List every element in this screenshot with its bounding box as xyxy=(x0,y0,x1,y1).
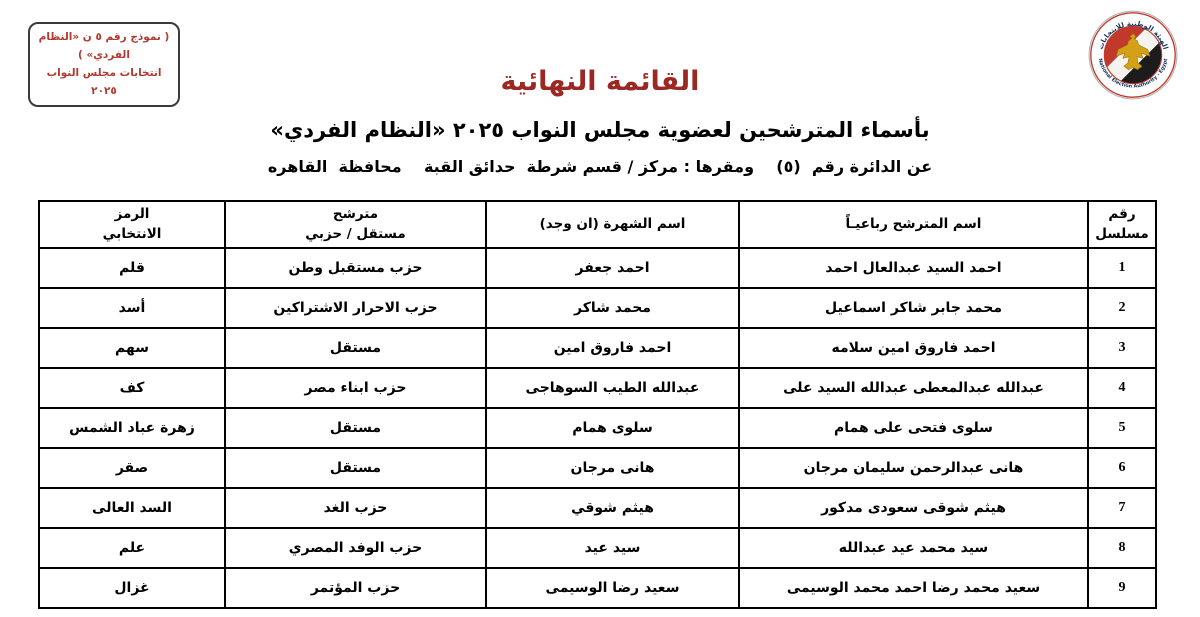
col-header-party xyxy=(225,201,486,248)
cell-candidate-name: هانى عبدالرحمن سليمان مرجان xyxy=(739,448,1088,488)
logo-english-ring-text: National Election Authority - Egypt xyxy=(1096,57,1170,90)
cell-symbol: زهرة عباد الشمس xyxy=(39,408,225,448)
cell-serial: 1 xyxy=(1088,248,1156,288)
form-reference-line2: انتخابات مجلس النواب ٢٠٢٥ xyxy=(46,66,162,97)
cell-serial: 6 xyxy=(1088,448,1156,488)
col-header-serial xyxy=(1088,201,1156,248)
cell-candidate-name: هيثم شوقى سعودى مدكور xyxy=(739,488,1088,528)
cell-party: مستقل xyxy=(225,328,486,368)
table-row xyxy=(39,328,1156,368)
col-header-symbol-line1: الرمز xyxy=(114,206,150,222)
cell-candidate-name: محمد جابر شاكر اسماعيل xyxy=(739,288,1088,328)
table-row xyxy=(39,288,1156,328)
cell-serial: 2 xyxy=(1088,288,1156,328)
cell-candidate-name: سلوى فتحى على همام xyxy=(739,408,1088,448)
cell-symbol: السد العالى xyxy=(39,488,225,528)
table-row xyxy=(39,568,1156,608)
district-line: عن الدائرة رقم (٥) ومقرها : مركز / قسم شرطة حدائق القبة محافظة القاهره xyxy=(267,157,933,176)
cell-serial: 7 xyxy=(1088,488,1156,528)
cell-party: حزب ابناء مصر xyxy=(225,368,486,408)
cell-party: مستقل xyxy=(225,408,486,448)
cell-alias: محمد شاكر xyxy=(486,288,739,328)
cell-symbol: سهم xyxy=(39,328,225,368)
cell-serial: 5 xyxy=(1088,408,1156,448)
cell-party: حزب المؤتمر xyxy=(225,568,486,608)
cell-party: مستقل xyxy=(225,448,486,488)
table-header-row xyxy=(39,201,1156,248)
cell-alias: احمد جعفر xyxy=(486,248,739,288)
table-row xyxy=(39,368,1156,408)
cell-symbol: علم xyxy=(39,528,225,568)
cell-symbol: قلم xyxy=(39,248,225,288)
col-header-party-line1: مترشح xyxy=(332,206,379,222)
cell-serial: 8 xyxy=(1088,528,1156,568)
cell-serial: 9 xyxy=(1088,568,1156,608)
cell-alias: سلوى همام xyxy=(486,408,739,448)
col-header-serial-line1: رقم xyxy=(1108,206,1136,222)
logo-arabic-ring-text: الهيئة الوطنية للانتخابات xyxy=(1096,19,1170,51)
cell-alias: سيد عيد xyxy=(486,528,739,568)
cell-candidate-name: سيد محمد عيد عبدالله xyxy=(739,528,1088,568)
cell-symbol: غزال xyxy=(39,568,225,608)
cell-alias: هيثم شوقي xyxy=(486,488,739,528)
col-header-party-line2: مستقل / حزبي xyxy=(305,226,406,243)
cell-candidate-name: احمد السيد عبدالعال احمد xyxy=(739,248,1088,288)
cell-candidate-name: احمد فاروق امين سلامه xyxy=(739,328,1088,368)
cell-alias: احمد فاروق امين xyxy=(486,328,739,368)
table-row xyxy=(39,248,1156,288)
cell-alias: هانى مرجان xyxy=(486,448,739,488)
cell-alias: عبدالله الطيب السوهاجى xyxy=(486,368,739,408)
table-row xyxy=(39,488,1156,528)
col-header-symbol xyxy=(39,201,225,248)
table-row xyxy=(39,528,1156,568)
cell-candidate-name: عبدالله عبدالمعطى عبدالله السيد على xyxy=(739,368,1088,408)
col-header-serial-line2: مسلسل xyxy=(1095,226,1149,243)
cell-serial: 4 xyxy=(1088,368,1156,408)
cell-party: حزب الاحرار الاشتراكين xyxy=(225,288,486,328)
col-header-alias: اسم الشهرة (ان وجد) xyxy=(486,201,739,248)
cell-party: حزب الوفد المصري xyxy=(225,528,486,568)
cell-symbol: صقر xyxy=(39,448,225,488)
cell-candidate-name: سعيد محمد رضا احمد محمد الوسيمى xyxy=(739,568,1088,608)
page-title: القائمة النهائية xyxy=(500,66,700,97)
cell-party: حزب مستقبل وطن xyxy=(225,248,486,288)
col-header-candidate-name: اسم المترشح رباعيـاً xyxy=(739,201,1088,248)
cell-symbol: أسد xyxy=(39,288,225,328)
table-row xyxy=(39,448,1156,488)
cell-alias: سعيد رضا الوسيمى xyxy=(486,568,739,608)
form-reference-line1: ( نموذج رقم ٥ ن «النظام الفردي» ) xyxy=(38,31,170,61)
cell-symbol: كف xyxy=(39,368,225,408)
cell-serial: 3 xyxy=(1088,328,1156,368)
page-subtitle: بأسماء المترشحين لعضوية مجلس النواب ٢٠٢٥ «النظام الفردي» xyxy=(270,118,930,142)
candidates-table xyxy=(38,200,1157,609)
cell-party: حزب الغد xyxy=(225,488,486,528)
table-row xyxy=(39,408,1156,448)
col-header-symbol-line2: الانتخابي xyxy=(102,226,162,243)
